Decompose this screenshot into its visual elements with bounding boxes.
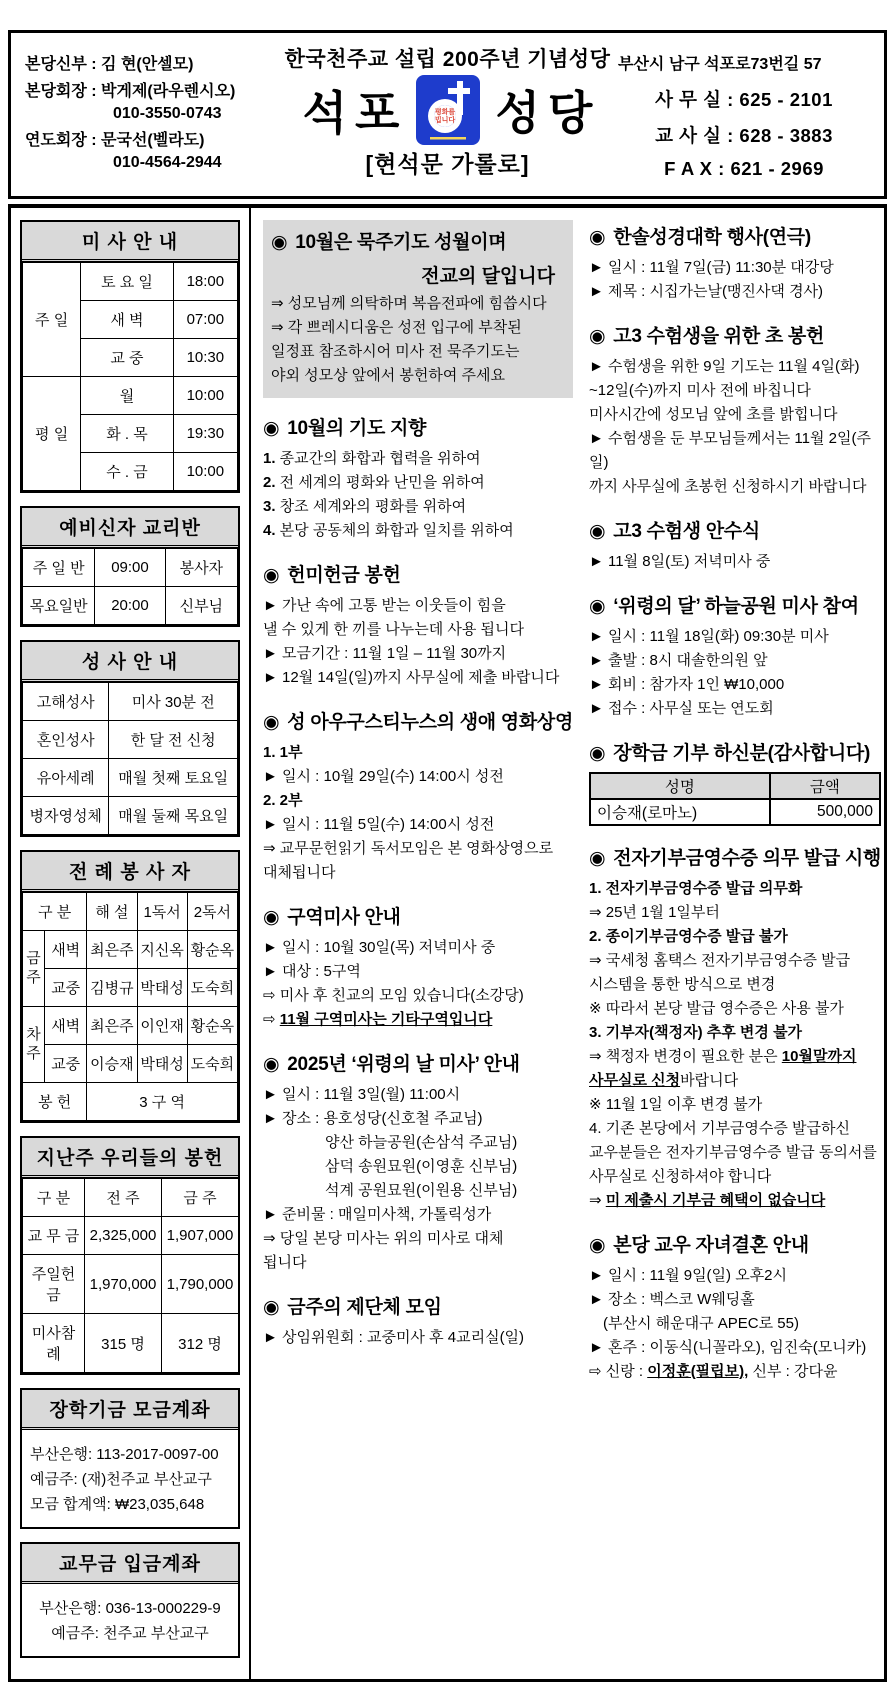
text-line: 1. 1부 <box>263 744 303 761</box>
section-bullet-icon: ◉ <box>263 712 280 733</box>
table-cell: 평 일 <box>23 377 81 491</box>
table-cell: 황순옥 <box>187 1007 237 1045</box>
patron-name: [현석문 가롤로] <box>365 151 530 177</box>
text-line: ► 일시 : 11월 18일(화) 09:30분 미사 <box>589 628 829 645</box>
table-cell: 교중 <box>45 969 87 1007</box>
table-cell: 전 주 <box>85 1179 162 1217</box>
table-cell: 수 . 금 <box>81 453 173 491</box>
text-line: ► 장소 : 용호성당(신호철 주교님) <box>263 1110 483 1127</box>
section-title <box>263 902 573 929</box>
address-line: 부산시 남구 석포로73번길 57 <box>618 56 822 73</box>
table-cell: 화 . 목 <box>81 415 173 453</box>
text-segment: 미 제출시 기부금 혜택이 없습니다 <box>605 1192 826 1209</box>
section-title-text: 헌미헌금 봉헌 <box>287 565 401 586</box>
info-table <box>22 1178 239 1373</box>
section-title <box>589 321 881 348</box>
table-cell: 매월 첫째 토요일 <box>109 759 238 797</box>
header-address-phones <box>618 41 870 190</box>
text-line: ► 가난 속에 고통 받는 이웃들이 힘을 <box>263 597 506 614</box>
table-row <box>590 799 880 825</box>
text-line: ⇒ 25년 1월 1일부터 <box>589 904 720 921</box>
text-line: 시스템을 통한 방식으로 변경 <box>589 976 776 993</box>
text-line: ※ 따라서 본당 발급 영수증은 사용 불가 <box>589 1000 844 1017</box>
text-segment: 1. <box>263 450 276 467</box>
table-row <box>23 931 238 969</box>
table-cell: 교 무 금 <box>23 1217 85 1255</box>
text-line: 예금주: 천주교 부산교구 <box>51 1625 209 1642</box>
text-line: ⇨ 미사 후 친교의 모임 있습니다(소강당) <box>263 987 524 1004</box>
info-box-title: 교무금 입금계좌 <box>22 1544 238 1584</box>
info-box <box>20 220 240 493</box>
text-line: ~12일(수)까지 미사 전에 바칩니다 <box>589 382 811 399</box>
text-line: 양산 하늘공원(손삼석 주교님) <box>325 1134 518 1151</box>
table-cell: 주일헌금 <box>23 1255 85 1314</box>
middle-column <box>251 208 583 1679</box>
text-line: ⇒ 교무문헌읽기 독서모임은 본 영화상영으로 <box>263 840 554 857</box>
table-cell: 고해성사 <box>23 683 109 721</box>
table-cell: 1,790,000 <box>162 1255 239 1314</box>
table-cell: 구 분 <box>23 893 87 931</box>
text-line <box>263 495 573 519</box>
section-bullet-icon: ◉ <box>271 232 288 253</box>
info-box <box>20 506 240 627</box>
table-cell: 새 벽 <box>81 301 173 339</box>
text-line: (부산시 해운대구 APEC로 55) <box>603 1315 799 1332</box>
info-table <box>22 548 238 625</box>
table-cell: 금 주 <box>162 1179 239 1217</box>
text-line: 4. 기존 본당에서 기부금영수증 발급하신 <box>589 1120 851 1137</box>
bulletin-section <box>589 843 881 1213</box>
text-line <box>263 1008 573 1032</box>
text-line: ⇒ 성모님께 의탁하며 복음전파에 힘씁시다 <box>271 295 547 312</box>
text-line: ► 수험생을 둔 부모님들께서는 11월 2일(주일) <box>589 430 871 471</box>
section-title-text: 장학금 기부 하신분(감사합니다) <box>613 743 870 764</box>
text-line: ► 혼주 : 이동식(니꼴라오), 임진숙(모니카) <box>589 1339 867 1356</box>
text-line: 대체됩니다 <box>263 864 336 881</box>
section-title-text: 2025년 ‘위령의 날 미사’ 안내 <box>287 1054 520 1075</box>
text-line <box>589 1069 881 1093</box>
info-box-title: 전 례 봉 사 자 <box>22 852 238 892</box>
text-line: 됩니다 <box>263 1254 307 1271</box>
table-cell: 19:30 <box>173 415 237 453</box>
text-line: 예금주: (재)천주교 부산교구 <box>30 1471 212 1488</box>
bulletin-section <box>263 220 573 398</box>
text-segment: ⇨ 신랑 : <box>589 1363 648 1380</box>
table-row <box>23 1083 238 1121</box>
table-header-row <box>590 773 880 799</box>
table-cell: 이승재(로마노) <box>590 799 770 825</box>
table-header-cell: 성명 <box>590 773 770 799</box>
table-cell: 주 일 <box>23 263 81 377</box>
table-header-row <box>23 1179 239 1217</box>
left-column <box>11 208 251 1679</box>
table-cell: 도숙희 <box>187 1045 237 1083</box>
table-cell: 차주 <box>23 1007 45 1083</box>
table-cell: 312 명 <box>162 1314 239 1373</box>
text-segment: ⇨ <box>263 1011 280 1028</box>
table-row <box>23 1255 239 1314</box>
table-cell: 10:00 <box>173 453 237 491</box>
info-box-title: 지난주 우리들의 봉헌 <box>22 1138 238 1178</box>
table-cell: 10:30 <box>173 339 237 377</box>
text-line: ► 제목 : 시집가는날(맹진사댁 경사) <box>589 283 824 300</box>
section-title-text: 한솔성경대학 행사(연극) <box>613 227 811 248</box>
parish-logo <box>416 75 480 145</box>
bulletin-section <box>263 413 573 543</box>
info-box <box>20 850 240 1123</box>
section-title <box>263 1049 573 1076</box>
section-title <box>263 560 573 587</box>
section-bullet-icon: ◉ <box>263 1297 280 1318</box>
text-line <box>263 471 573 495</box>
right-column <box>583 208 889 1679</box>
section-title-text: 구역미사 안내 <box>287 907 401 928</box>
section-bullet-icon: ◉ <box>589 743 606 764</box>
table-cell: 김병규 <box>87 969 137 1007</box>
text-line: ► 일시 : 11월 7일(금) 11:30분 대강당 <box>589 259 834 276</box>
info-box <box>20 1388 240 1529</box>
table-cell: 새벽 <box>45 1007 87 1045</box>
section-bullet-icon: ◉ <box>589 596 606 617</box>
table-cell: 목요일반 <box>23 587 95 625</box>
section-bullet-icon: ◉ <box>589 326 606 347</box>
info-box <box>20 640 240 837</box>
text-line: ► 일시 : 10월 29일(수) 14:00시 성전 <box>263 768 504 785</box>
bulletin-section <box>589 1230 881 1384</box>
text-line: 사무실로 신청하셔야 합니다 <box>589 1168 772 1185</box>
table-cell: 2독서 <box>187 893 237 931</box>
text-line: ⇒ 당일 본당 미사는 위의 미사로 대체 <box>263 1230 504 1247</box>
text-line: 낼 수 있게 한 끼를 나누는데 사용 됩니다 <box>263 621 525 638</box>
bulletin-section <box>263 707 573 885</box>
text-segment: 종교간의 화합과 협력을 위하여 <box>275 450 481 467</box>
table-cell: 1,970,000 <box>85 1255 162 1314</box>
contact-line: 본당회장 : 박게제(라우렌시오) <box>25 83 236 100</box>
table-cell: 최은주 <box>87 1007 137 1045</box>
text-line: 미사시간에 성모님 앞에 초를 밝힙니다 <box>589 406 838 423</box>
text-line <box>263 519 573 543</box>
text-line: ► 출발 : 8시 대솔한의원 앞 <box>589 652 768 669</box>
table-cell: 이인재 <box>137 1007 187 1045</box>
bulletin-section <box>263 902 573 1032</box>
section-title-line2: 전교의 달입니다 <box>421 266 555 287</box>
section-bullet-icon: ◉ <box>589 848 606 869</box>
table-cell: 유아세례 <box>23 759 109 797</box>
table-row <box>23 969 238 1007</box>
text-segment: ⇒ <box>589 1192 606 1209</box>
section-title <box>263 413 573 440</box>
text-line: ► 일시 : 10월 30일(목) 저녁미사 중 <box>263 939 496 956</box>
text-line: 2. 종이기부금영수증 발급 불가 <box>589 928 788 945</box>
bulletin-section <box>263 1049 573 1275</box>
table-cell: 한 달 전 신청 <box>109 721 238 759</box>
info-box-title: 예비신자 교리반 <box>22 508 238 548</box>
table-cell: 20:00 <box>95 587 165 625</box>
text-line: 야외 성모상 앞에서 봉헌하여 주세요 <box>271 367 506 384</box>
section-title-text: 본당 교우 자녀결혼 안내 <box>613 1235 809 1256</box>
section-bullet-icon: ◉ <box>589 521 606 542</box>
phone-line: F A X : 621 - 2969 <box>664 158 824 179</box>
text-segment: ⇒ 책정자 변경이 필요한 분은 <box>589 1048 782 1065</box>
text-segment: 바랍니다 <box>680 1072 739 1089</box>
table-cell: 315 명 <box>85 1314 162 1373</box>
table-row <box>23 721 238 759</box>
info-box <box>20 1542 240 1658</box>
bulletin-section <box>263 560 573 690</box>
text-line: ► 수험생을 위한 9일 기도는 11월 4일(화) <box>589 358 860 375</box>
text-segment: 본당 공동체의 화합과 일치를 위하여 <box>275 522 514 539</box>
text-line: ► 준비물 : 매일미사책, 가톨릭성가 <box>263 1206 492 1223</box>
table-header-cell: 금액 <box>770 773 880 799</box>
bulletin-section <box>589 738 881 826</box>
bulletin-section <box>589 222 881 304</box>
info-table <box>22 262 238 491</box>
parish-logo-icon <box>416 75 480 145</box>
table-cell: 10:00 <box>173 377 237 415</box>
table-cell: 신부님 <box>165 587 237 625</box>
table-cell: 혼인성사 <box>23 721 109 759</box>
section-title <box>589 738 881 765</box>
text-line: 삼덕 송원묘원(이영훈 신부님) <box>325 1158 518 1175</box>
header-contacts <box>25 41 277 190</box>
info-box-title: 미 사 안 내 <box>22 222 238 262</box>
table-cell: 지신옥 <box>137 931 187 969</box>
bulletin-section <box>589 516 881 574</box>
section-title-text: 10월의 기도 지향 <box>287 418 427 439</box>
table-row <box>23 549 238 587</box>
table-cell: 이승재 <box>87 1045 137 1083</box>
text-line: ► 11월 8일(토) 저녁미사 중 <box>589 553 771 570</box>
table-row <box>23 263 238 301</box>
section-title <box>589 222 881 249</box>
text-line: ► 12월 14일(일)까지 사무실에 제출 바랍니다 <box>263 669 560 686</box>
table-header-row <box>23 893 238 931</box>
text-segment: 3. <box>263 498 276 515</box>
table-cell: 교중 <box>45 1045 87 1083</box>
text-line <box>263 447 573 471</box>
table-cell: 3 구 역 <box>87 1083 238 1121</box>
table-cell: 박태성 <box>137 969 187 1007</box>
table-cell: 금주 <box>23 931 45 1007</box>
text-line: 까지 사무실에 초봉헌 신청하시기 바랍니다 <box>589 478 867 495</box>
info-table <box>22 892 238 1121</box>
text-line: ► 대상 : 5구역 <box>263 963 361 980</box>
section-title <box>589 516 881 543</box>
church-name-right: 성당 <box>495 87 601 139</box>
table-cell: 2,325,000 <box>85 1217 162 1255</box>
bulletin-section <box>263 1292 573 1350</box>
contact-line: 연도회장 : 문국선(벨라도) <box>25 132 205 149</box>
section-bullet-icon: ◉ <box>589 1235 606 1256</box>
table-cell: 토 요 일 <box>81 263 173 301</box>
text-line: ► 일시 : 11월 9일(일) 오후2시 <box>589 1267 788 1284</box>
logo-caption-line1: 평화를 <box>434 109 455 116</box>
text-line: 부산은행: 036-13-000229-9 <box>39 1600 221 1617</box>
table-cell: 07:00 <box>173 301 237 339</box>
table-cell: 봉사자 <box>165 549 237 587</box>
table-cell: 최은주 <box>87 931 137 969</box>
church-name-left: 석포 <box>302 87 408 139</box>
info-box-text <box>22 1430 238 1527</box>
text-line: ※ 11월 1일 이후 변경 불가 <box>589 1096 763 1113</box>
section-title-text: 금주의 제단체 모임 <box>287 1297 442 1318</box>
text-segment: 사무실로 신청 <box>589 1072 681 1089</box>
info-box-text <box>22 1584 238 1656</box>
info-box-title: 장학기금 모금계좌 <box>22 1390 238 1430</box>
text-line: 모금 합계액: ₩23,035,648 <box>30 1496 205 1513</box>
table-cell: 1독서 <box>137 893 187 931</box>
section-title-text: 고3 수험생을 위한 초 봉헌 <box>613 326 825 347</box>
table-cell: 1,907,000 <box>162 1217 239 1255</box>
text-line <box>589 1189 881 1213</box>
section-bullet-icon: ◉ <box>263 907 280 928</box>
table-cell: 도숙희 <box>187 969 237 1007</box>
table-row <box>23 759 238 797</box>
logo-caption-line2: 빕니다 <box>434 117 455 124</box>
section-bullet-icon: ◉ <box>589 227 606 248</box>
contact-line: 본당신부 : 김 현(안셀모) <box>25 56 194 73</box>
text-segment: 10월말까지 <box>781 1048 857 1065</box>
table-cell: 500,000 <box>770 799 880 825</box>
text-segment: 2. <box>263 474 276 491</box>
section-title-text: 전자기부금영수증 의무 발급 시행 <box>613 848 881 869</box>
header-center <box>277 41 618 190</box>
table-cell: 해 설 <box>87 893 137 931</box>
text-line <box>589 1360 881 1384</box>
section-title <box>271 227 565 254</box>
phone-line: 교 사 실 : 628 - 3883 <box>655 125 833 146</box>
section-title-text: ‘위령의 달’ 하늘공원 미사 참여 <box>613 596 859 617</box>
text-segment: 4. <box>263 522 276 539</box>
table-row <box>23 587 238 625</box>
table-row <box>23 1007 238 1045</box>
text-line: ⇒ 국세청 홈택스 전자기부금영수증 발급 <box>589 952 851 969</box>
table-cell: 미사참례 <box>23 1314 85 1373</box>
text-line: ► 상임위원회 : 교중미사 후 4교리실(일) <box>263 1329 525 1346</box>
table-cell: 새벽 <box>45 931 87 969</box>
table-cell: 교 중 <box>81 339 173 377</box>
text-line: 부산은행: 113-2017-0097-00 <box>30 1446 219 1463</box>
table-row <box>23 797 238 835</box>
text-segment: 창조 세계와의 평화를 위하여 <box>275 498 467 515</box>
text-segment: 전 세계의 평화와 난민을 위하여 <box>275 474 485 491</box>
text-line: 교우분들은 전자기부금영수증 발급 동의서를 <box>589 1144 877 1161</box>
header-subtitle: 한국천주교 설립 200주년 기념성당 <box>284 48 611 71</box>
bulletin-body <box>8 204 887 1682</box>
text-line: 석계 공원묘원(이원용 신부님) <box>325 1182 518 1199</box>
bulletin-section <box>589 591 881 721</box>
table-cell: 병자영성체 <box>23 797 109 835</box>
table-cell: 매월 둘째 목요일 <box>109 797 238 835</box>
table-cell: 봉 헌 <box>23 1083 87 1121</box>
text-line: 일정표 참조하시어 미사 전 묵주기도는 <box>271 343 520 360</box>
section-bullet-icon: ◉ <box>263 418 280 439</box>
text-line: ► 회비 : 참가자 1인 ₩10,000 <box>589 676 785 693</box>
info-box-title: 성 사 안 내 <box>22 642 238 682</box>
section-title-text: 고3 수험생 안수식 <box>613 521 760 542</box>
text-line: ► 장소 : 벡스코 W웨딩홀 <box>589 1291 755 1308</box>
bulletin-header <box>8 30 887 199</box>
table-cell: 미사 30분 전 <box>109 683 238 721</box>
section-title-text: 10월은 묵주기도 성월이며 <box>295 232 507 253</box>
info-box <box>20 1136 240 1375</box>
section-bullet-icon: ◉ <box>263 1054 280 1075</box>
section-title-text: 성 아우구스티누스의 생애 영화상영 <box>287 712 574 733</box>
section-title <box>589 843 881 870</box>
table-cell: 구 분 <box>23 1179 85 1217</box>
text-line: ► 일시 : 11월 3일(월) 11:00시 <box>263 1086 461 1103</box>
donor-table <box>589 772 881 826</box>
table-row <box>23 377 238 415</box>
text-line: ⇒ 각 쁘레시디움은 성전 입구에 부착된 <box>271 319 522 336</box>
section-title <box>263 1292 573 1319</box>
contact-line: 010-4564-2944 <box>113 154 222 171</box>
text-line: ► 모금기간 : 11월 1일 – 11월 30까지 <box>263 645 507 662</box>
section-title <box>589 1230 881 1257</box>
text-segment: 이정훈(필립보), <box>647 1363 749 1380</box>
text-line: 2. 2부 <box>263 792 303 809</box>
text-line <box>589 1045 881 1069</box>
table-cell: 주 일 반 <box>23 549 95 587</box>
table-row <box>23 1217 239 1255</box>
text-line: ► 접수 : 사무실 또는 연도회 <box>589 700 774 717</box>
phone-line: 사 무 실 : 625 - 2101 <box>655 89 833 110</box>
table-row <box>23 1314 239 1373</box>
table-cell: 박태성 <box>137 1045 187 1083</box>
text-line: ► 일시 : 11월 5일(수) 14:00시 성전 <box>263 816 495 833</box>
section-title <box>263 707 573 734</box>
table-cell: 18:00 <box>173 263 237 301</box>
contact-line: 010-3550-0743 <box>113 105 222 122</box>
info-table <box>22 682 238 835</box>
bulletin-section <box>589 321 881 499</box>
section-bullet-icon: ◉ <box>263 565 280 586</box>
text-segment: 11월 구역미사는 기타구역입니다 <box>279 1011 493 1028</box>
text-line: 1. 전자기부금영수증 발급 의무화 <box>589 880 803 897</box>
table-row <box>23 1045 238 1083</box>
church-title-row <box>277 75 618 145</box>
table-cell: 황순옥 <box>187 931 237 969</box>
table-cell: 09:00 <box>95 549 165 587</box>
section-title <box>589 591 881 618</box>
text-line: 3. 기부자(책정자) 추후 변경 불가 <box>589 1024 803 1041</box>
table-cell: 월 <box>81 377 173 415</box>
text-segment: 신부 : 강다윤 <box>748 1363 838 1380</box>
table-row <box>23 683 238 721</box>
